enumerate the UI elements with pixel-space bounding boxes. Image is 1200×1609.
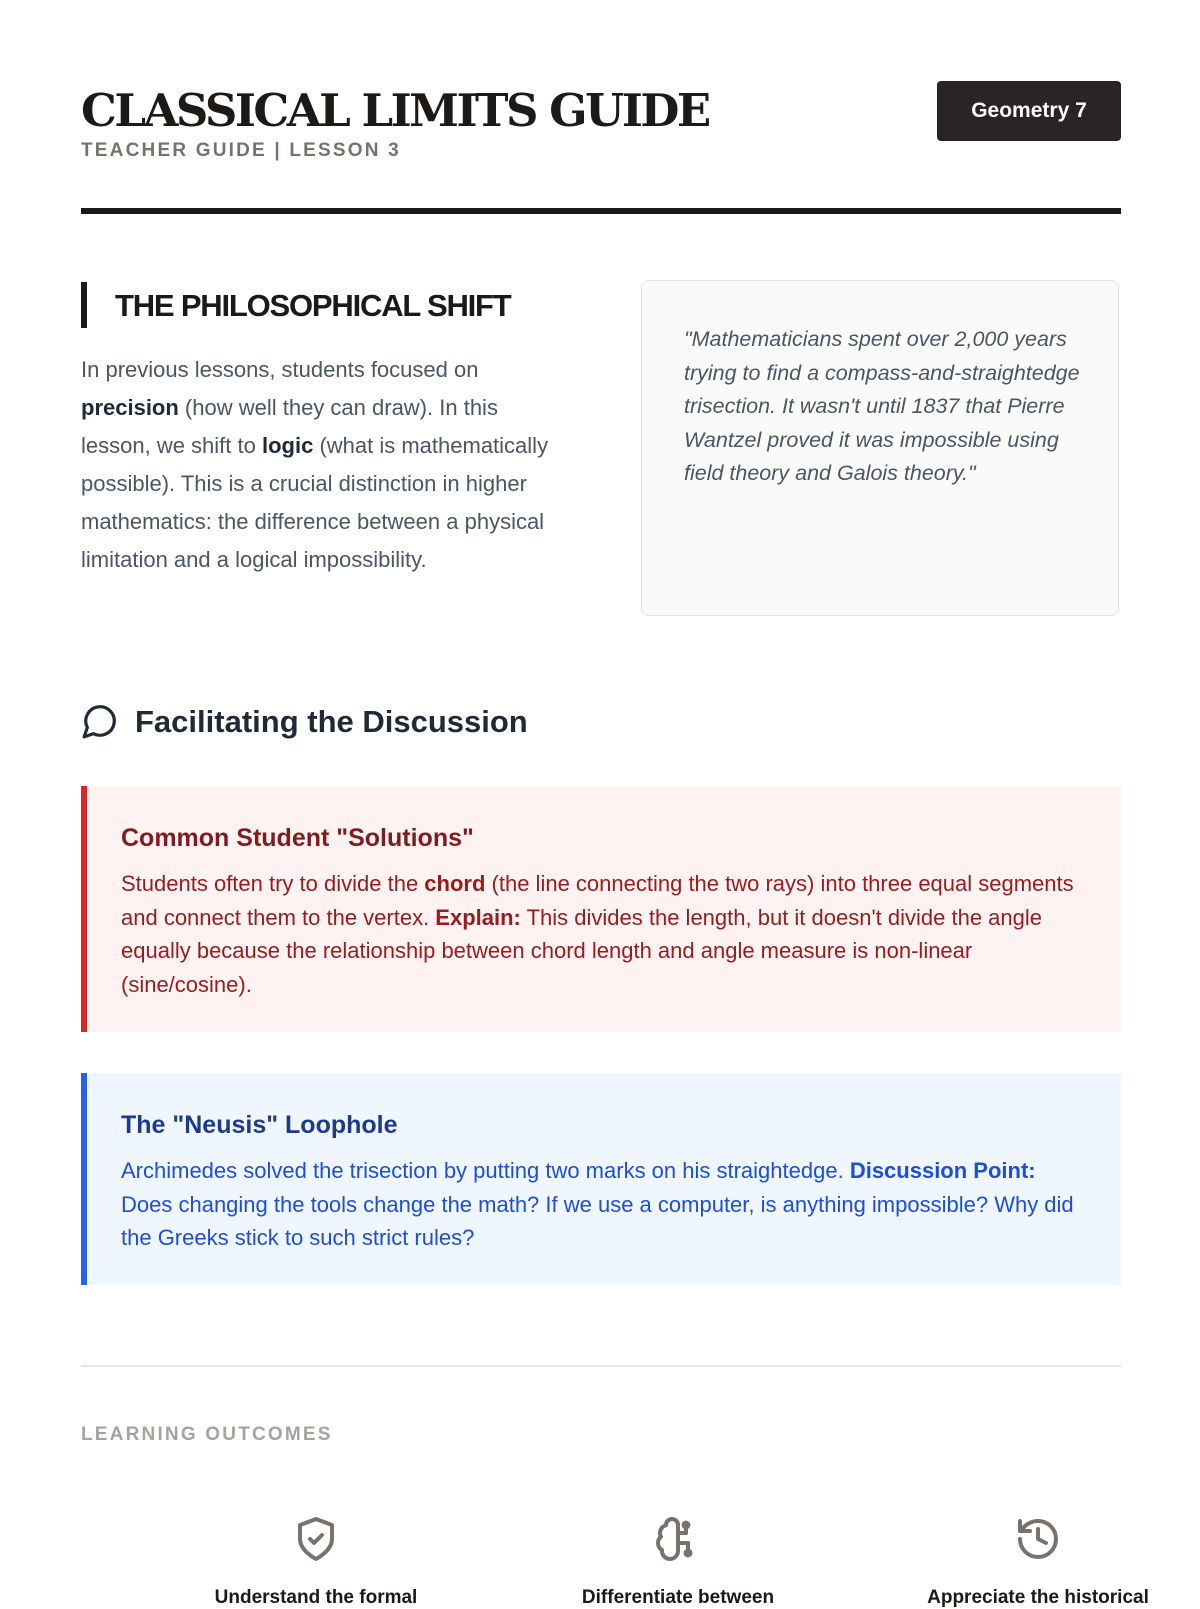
- brain-circuit-icon: [654, 1515, 702, 1563]
- section-heading: [81, 282, 581, 328]
- history-icon: [1014, 1515, 1062, 1563]
- outcomes-label: LEARNING OUTCOMES: [81, 1424, 333, 1445]
- callout-accent-bar: [81, 1073, 87, 1285]
- header-divider: [81, 208, 1121, 214]
- page-title: CLASSICAL LIMITS GUIDE: [81, 84, 709, 137]
- historical-quote: "Mathematicians spent over 2,000 years trying to find a compass-and-straightedge trisection. It wasn't until 1837 that Pierre Wantzel proved it was impossible using field theory and Galois theory.": [684, 327, 1080, 485]
- discussion-title: Facilitating the Discussion: [135, 704, 528, 739]
- callout-title: Common Student "Solutions": [121, 824, 474, 852]
- callout-text-part: Archimedes solved the trisection by putting two marks on his straightedge.: [121, 1158, 850, 1183]
- callout-body: [121, 1154, 1081, 1255]
- outcome-text: Appreciate the historical: [927, 1587, 1149, 1608]
- discussion-heading: [81, 700, 781, 744]
- callout-accent-bar: [81, 786, 87, 1032]
- outcome-item: [166, 1515, 466, 1608]
- intro-term-precision: precision: [81, 395, 179, 420]
- shield-check-icon: [292, 1515, 340, 1563]
- section-divider: [81, 1365, 1121, 1367]
- quote-box: [641, 280, 1119, 616]
- callout-body: [121, 867, 1081, 1001]
- intro-text-part: (what is mathematically possible). This is a crucial distinction in higher mathematics: the difference between a physical limitation and a logical impossibility.: [81, 433, 549, 572]
- callout-title: The "Neusis" Loophole: [121, 1111, 398, 1139]
- intro-term-logic: logic: [261, 433, 314, 458]
- outcome-item: [888, 1515, 1188, 1608]
- callout-text-part: Does changing the tools change the math? If we use a computer, is anything impossible? Why did the Greeks stick to such strict rules?: [121, 1191, 1074, 1250]
- callout-term-chord: chord: [424, 871, 486, 896]
- intro-paragraph: [81, 351, 561, 579]
- page-header: [81, 78, 1121, 210]
- callout-text-part: Students often try to divide the: [121, 871, 425, 896]
- callout-text-part: (the line connecting the two rays) into three equal segments and connect them to the vertex.: [121, 871, 1074, 930]
- outcome-text: Differentiate between: [581, 1587, 775, 1608]
- page-subtitle: TEACHER GUIDE | LESSON 3: [81, 140, 401, 161]
- callout-common-solutions: [81, 786, 1121, 1032]
- section-title: THE PHILOSOPHICAL SHIFT: [115, 288, 511, 323]
- callout-term-discussion-point: Discussion Point:: [849, 1158, 1036, 1183]
- intro-text-part: In previous lessons, students focused on: [81, 357, 479, 382]
- callout-neusis-loophole: [81, 1073, 1121, 1285]
- outcome-text: Understand the formal: [214, 1587, 418, 1608]
- heading-accent-bar: [81, 282, 87, 328]
- callout-text-part: This divides the length, but it doesn't divide the angle equally because the relationship between chord length and angle measure is non-linear (sine/cosine).: [121, 904, 1043, 997]
- message-circle-icon: [81, 702, 119, 740]
- outcome-item: [528, 1515, 828, 1608]
- intro-section: [81, 280, 1121, 620]
- callout-term-explain: Explain:: [435, 904, 521, 930]
- course-badge: Geometry 7: [937, 81, 1121, 141]
- intro-text-part: (how well they can draw). In this lesson, we shift to: [81, 395, 498, 458]
